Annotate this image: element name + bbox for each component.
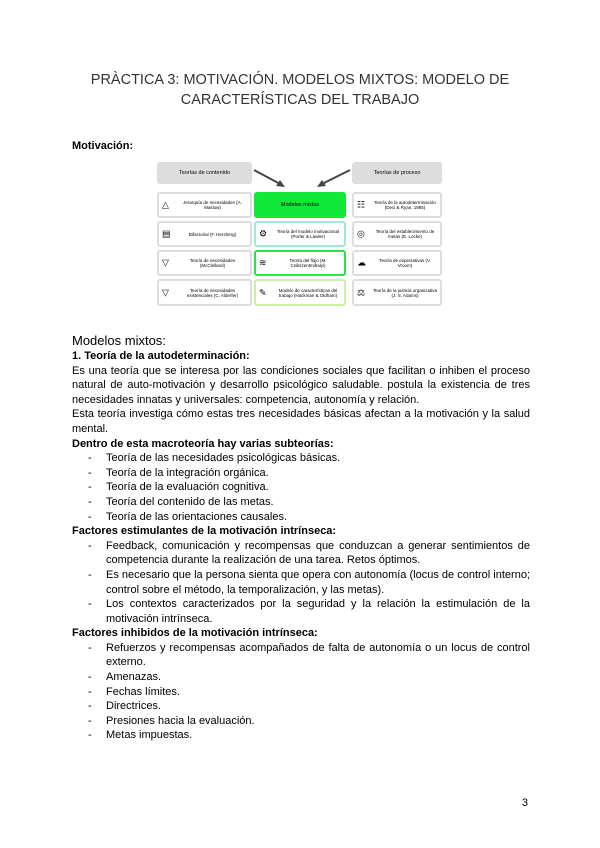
stimulating-factors-list [72,539,530,627]
tools-icon: ✎ [259,287,267,297]
box-expectancy: ☁ Teoría de expectativas (V. Vroom) [352,250,442,276]
box-maslow: △ Jerarquía de necesidades (A. Maslow) [157,192,252,218]
heading-mixed-models: Modelos mixtos: [72,333,166,348]
list-item: - Los contextos caracterizados por la seguridad y la relación la estimulación de la motivación intrínseca. [72,597,530,626]
list-item: - Teoría de las orientaciones causales. [72,510,530,525]
list-item: - Amenazas. [72,670,530,685]
box-herzberg: ▤ Bifactorial (F. Herzberg) [157,221,252,247]
people-icon: ☷ [357,199,366,210]
document-body [72,333,530,743]
list-item: - Fechas límites. [72,685,530,700]
list-item: - Metas impuestas. [72,728,530,743]
box-mixed-models: Modelos mixtos [254,192,346,218]
box-mcclelland: ▽ Teoría de necesidades (McClelland) [157,250,252,276]
pyramid-icon: △ [162,199,169,210]
list-item: - Presiones hacia la evaluación. [72,714,530,729]
gears-icon: ⚙ [259,228,268,239]
document-icon: ▤ [162,228,171,239]
list-item: - Teoría del contenido de las metas. [72,495,530,510]
section-label: Motivación: [72,140,134,152]
box-goal-setting: ◎ Teoría del establecimiento de metas (E. Locke) [352,221,442,247]
list-item: - Teoría de la integración orgánica. [72,466,530,481]
subtheories-list [72,451,530,524]
paragraph: Es una teoría que se interesa por las condiciones sociales que facilitan o inhiben el proceso natural de auto-motivación y desarrollo psicológico saludable. postula la existencia de tres necesidades innatas y universales: competencia, autonomía y relación. [72,364,530,406]
page-number: 3 [521,797,528,809]
scale-icon: ⚖ [357,287,366,297]
paragraph: Esta teoría investiga cómo estas tres necesidades básicas afectan a la motivación y la salud mental. [72,408,530,435]
box-flow: ≋ Teoría del flujo (M. Csikszentmihalyi) [254,250,346,276]
page-title: PRÀCTICA 3: MOTIVACIÓN. MODELOS MIXTOS: MODELO DE CARACTERÍSTICAS DEL TRABAJO [90,72,510,108]
subheading: 1. Teoría de la autodeterminación: [72,350,250,362]
inhibiting-factors-list [72,641,530,743]
header-content-theories: Teorías de contenido [157,162,252,184]
box-alderfer: ▽ Teoría de necesidades existenciales (C. Alderfer) [157,279,252,306]
triangle-icon: ▽ [162,287,169,297]
list-heading: Factores estimulantes de la motivación intrínseca: [72,525,337,538]
box-justice: ⚖ Teoría de la justicia organizativa (J. S. Adams) [352,279,442,306]
box-hackman-oldham: ✎ Modelo de características del trabajo (Hackman & Oldham) [254,279,346,306]
target-icon: ◎ [357,228,365,239]
list-item: - Teoría de las necesidades psicológicas básicas. [72,451,530,466]
list-item: - Directrices. [72,699,530,714]
list-item: - Refuerzos y recompensas acompañados de falta de autonomía o un locus de control externo. [72,641,530,670]
triangle-icon: ▽ [162,257,169,268]
list-item: - Es necesario que la persona sienta que opera con autonomía (locus de control interno; control sobre el método, la temporalización, y las metas). [72,568,530,597]
box-self-determination: ☷ Teoría de la autodeterminación (Deci & Ryan, 1985) [352,192,442,218]
list-heading: Factores inhibidos de la motivación intrínseca: [72,627,318,640]
header-process-theories: Teorías de proceso [352,162,442,184]
waves-icon: ≋ [259,257,267,268]
motivation-theories-diagram [157,162,442,307]
cloud-icon: ☁ [357,257,366,268]
list-item: - Feedback, comunicación y recompensas que conduzcan a generar sentimientos de competencia durante la realización de una tarea. Retos óptimos. [72,539,530,568]
list-heading: Dentro de esta macroteoría hay varias subteorías: [72,437,334,450]
arrows [252,167,352,192]
list-item: - Teoría de la evaluación cognitiva. [72,480,530,495]
box-porter-lawler: ⚙ Teoría del modelo motivacional (Porter & Lawler) [254,221,346,247]
